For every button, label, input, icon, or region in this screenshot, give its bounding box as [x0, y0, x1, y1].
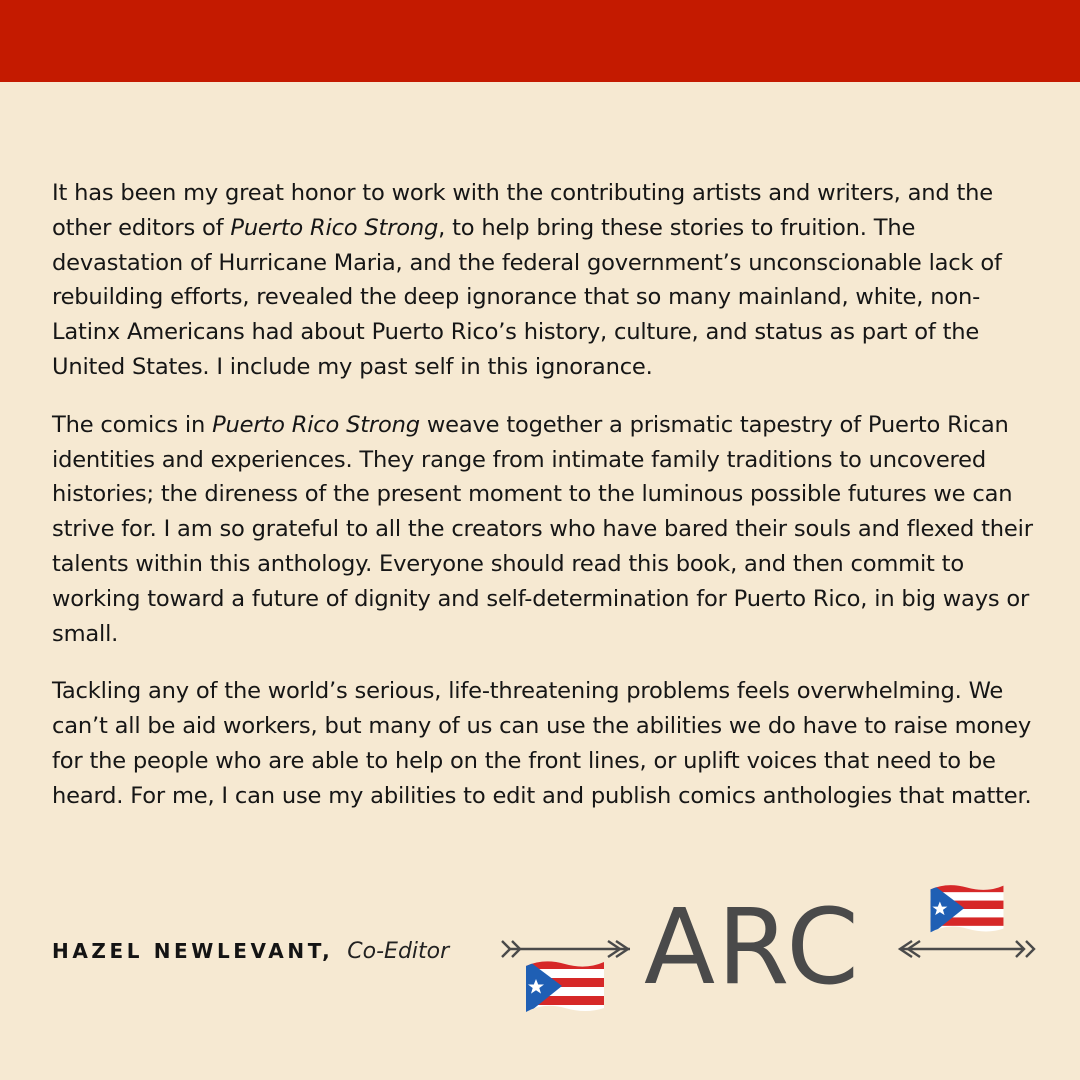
- body-text: [52, 176, 1037, 837]
- paragraph-text: Tackling any of the world’s serious, life-threatening problems feels overwhelming. We can’t all be aid workers, but many of us can use the abilities we do have to raise money for the people who are able to help on the front lines, or uplift voices that need to be heard. For me, I can use my abilities to edit and publish comics anthologies that matter.: [52, 678, 1032, 809]
- arrow-left-icon: [896, 934, 1036, 964]
- paragraph-text: , to help bring these stories to fruition. The devastation of Hurricane Maria, and the federal government’s unconscionable lack of rebuilding efforts, revealed the deep ignorance that so many mainland, white, non-Latinx Americans had about Puerto Rico’s history, culture, and status as part of the United States. I include my past self in this ignorance.: [52, 214, 1002, 380]
- paragraph: [52, 674, 1037, 813]
- book-title: Puerto Rico Strong: [212, 411, 420, 438]
- paragraph-text: It has been my great honor to work with the contributing artists and writers, and the other editors of: [52, 180, 993, 241]
- arc-logo: ARC: [644, 886, 861, 1008]
- paragraph-text: weave together a prismatic tapestry of Puerto Rican identities and experiences. They range from intimate family traditions to uncovered histories; the direness of the present moment to the luminous possible futures we can strive for. I am so grateful to all the creators who have bared their souls and flexed their talents within this anthology. Everyone should read this book, and then commit to working toward a future of dignity and self-determination for Puerto Rico, in big ways or small.: [52, 411, 1033, 647]
- puerto-rico-flag-icon: [926, 880, 1008, 938]
- book-title: Puerto Rico Strong: [230, 214, 439, 241]
- paragraph: [52, 408, 1037, 652]
- signature-role: Co-Editor: [347, 938, 450, 964]
- puerto-rico-flag-icon: [522, 956, 608, 1018]
- signature: [52, 932, 449, 970]
- signature-name: HAZEL NEWLEVANT,: [52, 939, 334, 963]
- paragraph-text: The comics in: [52, 411, 213, 438]
- paragraph: [52, 176, 1037, 385]
- top-color-bar: [0, 0, 1080, 82]
